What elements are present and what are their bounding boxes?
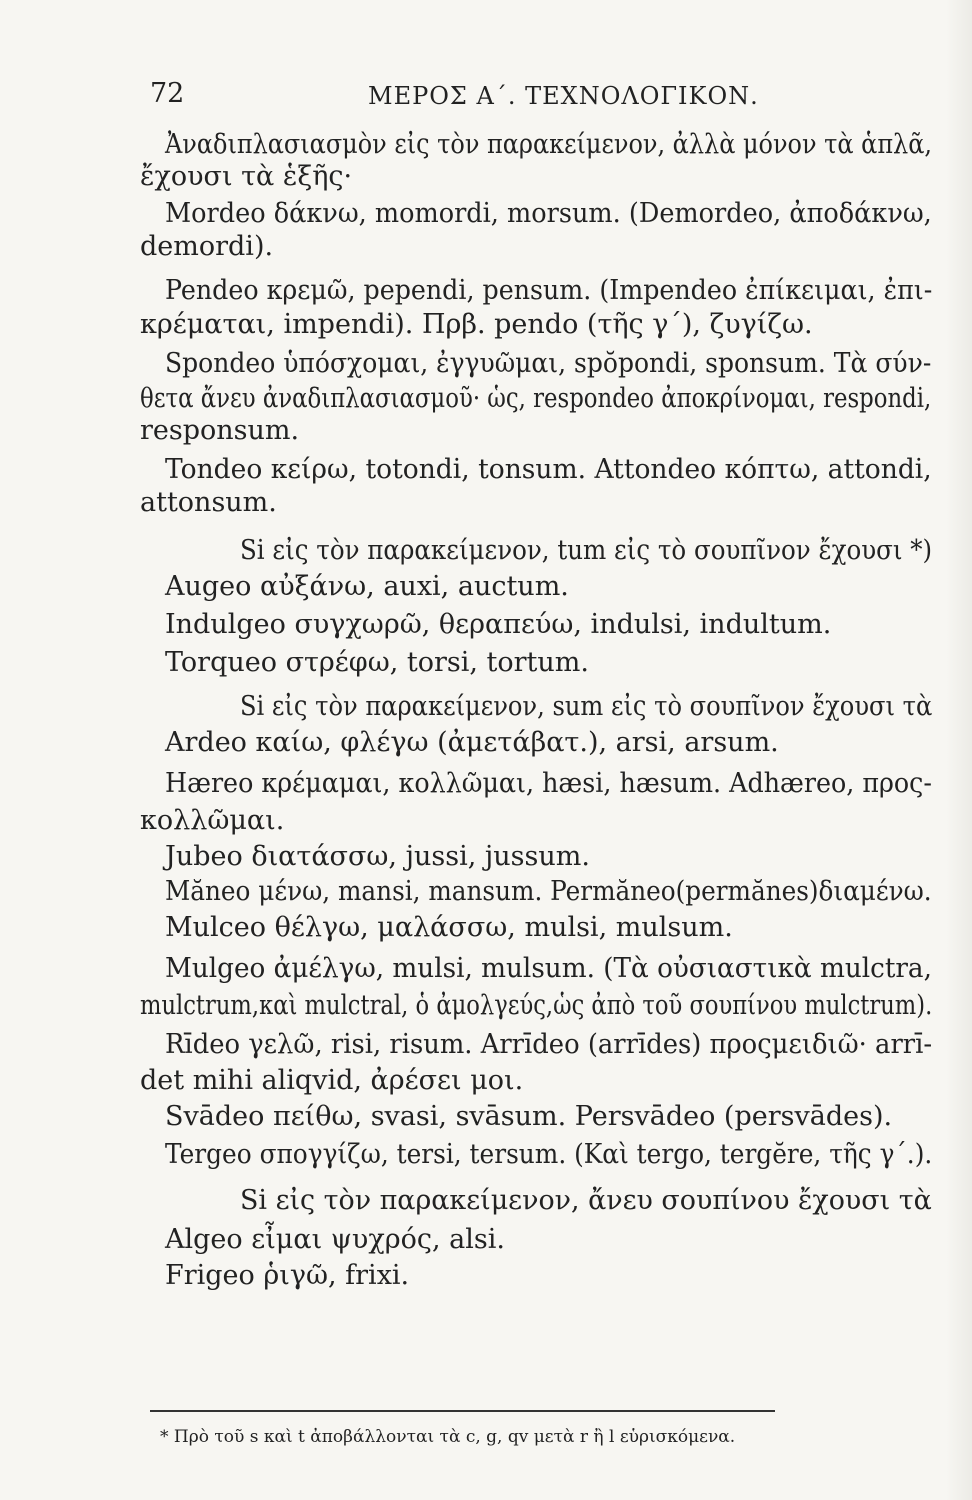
- text-line: θετα ἄνευ ἀναδιπλασιασμοῦ· ὡς, respondeo ἀποκρίνομαι, respondi,: [140, 383, 932, 414]
- text-line: attonsum.: [140, 487, 277, 518]
- text-line: Mulgeo ἀμέλγω, mulsi, mulsum. (Τὰ οὐσιαστικὰ mulctra,: [165, 953, 932, 984]
- text-line: Tergeo σπογγίζω, tersi, tersum. (Καὶ tergo, tergĕre, τῆς γ΄.).: [165, 1139, 933, 1170]
- text-line: Pendeo κρεμῶ, pependi, pensum. (Impendeo ἐπίκειμαι, ἐπι-: [165, 275, 933, 306]
- running-head: ΜΕΡΟΣ Α΄. ΤΕΧΝΟΛΟΓΙΚΟΝ.: [368, 82, 759, 110]
- text-line: Mulceo θέλγω, μαλάσσω, mulsi, mulsum.: [165, 912, 733, 943]
- text-line: κρέμαται, impendi). Πρβ. pendo (τῆς γ΄), ζυγίζω.: [140, 309, 813, 340]
- text-line: Mordeo δάκνω, momordi, morsum. (Demordeo, ἀποδάκνω,: [165, 198, 932, 229]
- text-line: Ardeo καίω, φλέγω (ἀμετάβατ.), arsi, arsum.: [165, 727, 779, 758]
- footnote-divider: [150, 1410, 775, 1412]
- text-line: demordi).: [140, 231, 274, 262]
- text-line: Tondeo κείρω, totondi, tonsum. Attondeo κόπτω, attondi,: [165, 454, 932, 485]
- text-line: Hæreo κρέμαμαι, κολλῶμαι, hæsi, hæsum. Adhæreo, προς-: [165, 768, 932, 799]
- text-line: Jubeo διατάσσω, jussi, jussum.: [165, 841, 590, 872]
- text-line: Torqueo στρέφω, torsi, tortum.: [165, 647, 589, 678]
- text-line: Spondeo ὑπόσχομαι, ἐγγυῶμαι, spŏpondi, sponsum. Τὰ σύν-: [165, 348, 932, 379]
- text-line: responsum.: [140, 415, 300, 446]
- footnote: * Πρὸ τοῦ s καὶ t ἀποβάλλονται τὰ c, g, qv μετὰ r ἢ l εὑρισκόμενα.: [160, 1427, 736, 1447]
- text-line: Algeo εἶμαι ψυχρός, alsi.: [165, 1224, 505, 1255]
- text-line: mulctrum,καὶ mulctral, ὁ ἀμολγεύς,ὡς ἀπὸ τοῦ σουπίνου mulctrum).: [140, 990, 933, 1021]
- text-line: Frigeo ῥιγῶ, frixi.: [165, 1260, 410, 1291]
- text-line: Si εἰς τὸν παρακείμενον, sum εἰς τὸ σουπῖνον ἔχουσι τὰ: [240, 691, 933, 722]
- text-line: κολλῶμαι.: [140, 805, 285, 836]
- text-line: Rīdeo γελῶ, risi, risum. Arrīdeo (arrīdes) προςμειδιῶ· arrī-: [165, 1029, 933, 1060]
- page-header: [150, 78, 910, 118]
- text-line: Svādeo πείθω, svasi, svāsum. Persvādeo (persvādes).: [165, 1101, 893, 1132]
- text-line: Ἀναδιπλασιασμὸν εἰς τὸν παρακείμενον, ἀλλὰ μόνον τὰ ἁπλᾶ,: [165, 129, 933, 160]
- page-number: 72: [150, 78, 185, 109]
- text-line: Augeo αὐξάνω, auxi, auctum.: [165, 571, 569, 602]
- text-line: det mihi aliqvid, ἀρέσει μοι.: [140, 1065, 524, 1096]
- text-line: Si εἰς τὸν παρακείμενον, tum εἰς τὸ σουπῖνον ἔχουσι *): [240, 535, 933, 566]
- text-line: ἔχουσι τὰ ἑξῆς·: [140, 161, 353, 192]
- page-edge-shadow: [946, 0, 972, 1500]
- text-line: Si εἰς τὸν παρακείμενον, ἄνευ σουπίνου ἔχουσι τὰ: [240, 1185, 932, 1216]
- text-line: Măneo μένω, mansi, mansum. Permăneo(permănes)διαμένω.: [165, 876, 932, 907]
- text-line: Indulgeo συγχωρῶ, θεραπεύω, indulsi, indultum.: [165, 609, 832, 640]
